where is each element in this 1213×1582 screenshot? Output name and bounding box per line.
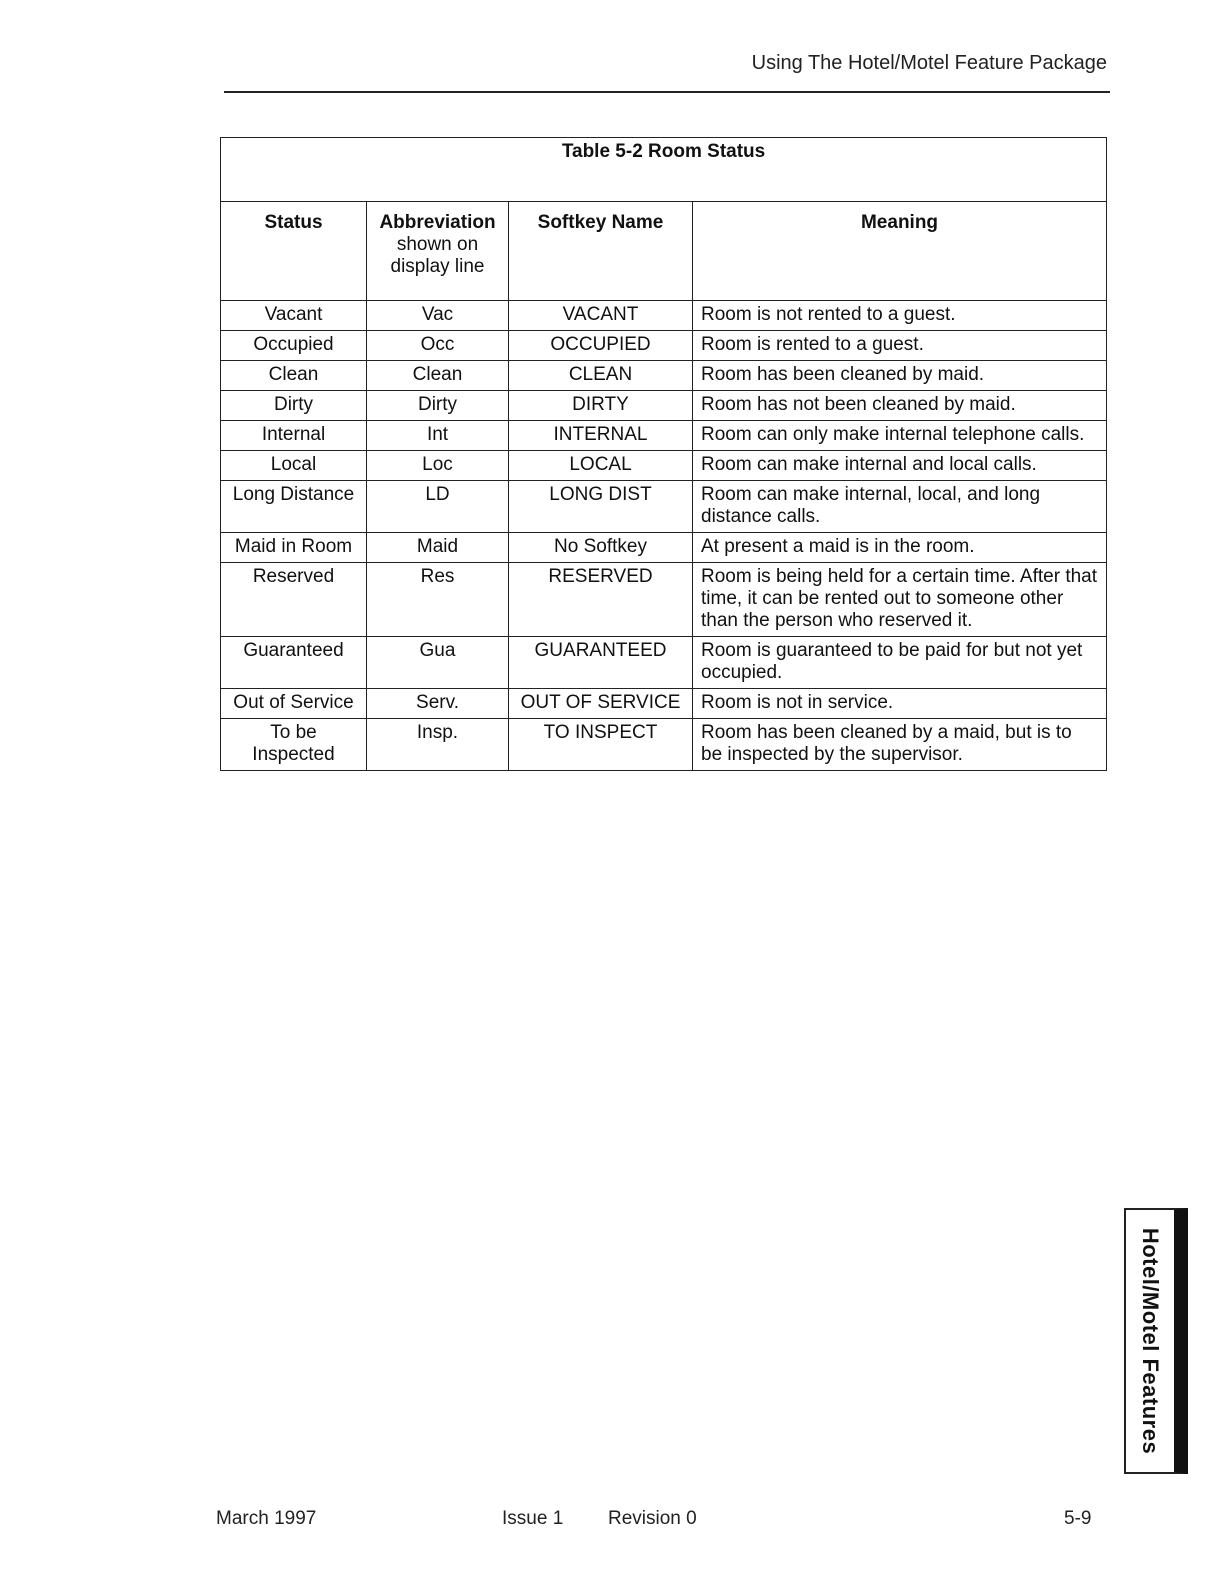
- abbreviation-cell: Serv.: [367, 689, 509, 719]
- abbreviation-cell: Insp.: [367, 719, 509, 771]
- footer-revision: Revision 0: [608, 1508, 697, 1529]
- status-cell: Out of Service: [221, 689, 367, 719]
- meaning-cell: Room can only make internal telephone calls.: [693, 421, 1107, 451]
- status-cell: Guaranteed: [221, 637, 367, 689]
- footer-issue: Issue 1: [502, 1508, 564, 1529]
- meaning-cell: Room can make internal, local, and long distance calls.: [693, 481, 1107, 533]
- col-header-meaning: Meaning: [693, 202, 1107, 301]
- meaning-cell: Room is rented to a guest.: [693, 331, 1107, 361]
- meaning-cell: Room has been cleaned by a maid, but is to be inspected by the supervisor.: [693, 719, 1107, 771]
- meaning-cell: Room is being held for a certain time. After that time, it can be rented out to someone other than the person who reserved it.: [693, 563, 1107, 637]
- softkey-cell: LONG DIST: [509, 481, 693, 533]
- header-rule: [224, 91, 1110, 93]
- status-cell: To be Inspected: [221, 719, 367, 771]
- table-row: [221, 563, 1107, 637]
- status-cell: Internal: [221, 421, 367, 451]
- running-head: Using The Hotel/Motel Feature Package: [751, 52, 1107, 74]
- abbreviation-cell: Occ: [367, 331, 509, 361]
- softkey-cell: TO INSPECT: [509, 719, 693, 771]
- table-caption: Table 5-2 Room Status: [221, 138, 1107, 202]
- meaning-cell: Room can make internal and local calls.: [693, 451, 1107, 481]
- softkey-cell: GUARANTEED: [509, 637, 693, 689]
- abbreviation-cell: Loc: [367, 451, 509, 481]
- col-header-abbreviation-label: Abbreviation: [379, 212, 496, 233]
- meaning-cell: Room has been cleaned by maid.: [693, 361, 1107, 391]
- softkey-cell: OCCUPIED: [509, 331, 693, 361]
- softkey-cell: DIRTY: [509, 391, 693, 421]
- footer-page-number: 5-9: [1064, 1508, 1092, 1529]
- status-cell: Dirty: [221, 391, 367, 421]
- table-row: [221, 533, 1107, 563]
- meaning-cell: Room is guaranteed to be paid for but not yet occupied.: [693, 637, 1107, 689]
- status-cell: Reserved: [221, 563, 367, 637]
- abbreviation-cell: Maid: [367, 533, 509, 563]
- abbreviation-cell: Dirty: [367, 391, 509, 421]
- meaning-cell: Room is not rented to a guest.: [693, 301, 1107, 331]
- abbreviation-cell: Clean: [367, 361, 509, 391]
- table-row: [221, 637, 1107, 689]
- col-header-abbreviation: [367, 202, 509, 301]
- abbreviation-cell: Res: [367, 563, 509, 637]
- softkey-cell: LOCAL: [509, 451, 693, 481]
- status-cell: Local: [221, 451, 367, 481]
- status-cell: Long Distance: [221, 481, 367, 533]
- table-row: [221, 481, 1107, 533]
- col-header-softkey: Softkey Name: [509, 202, 693, 301]
- table-row: [221, 451, 1107, 481]
- meaning-cell: Room has not been cleaned by maid.: [693, 391, 1107, 421]
- table-row: [221, 301, 1107, 331]
- status-cell: Maid in Room: [221, 533, 367, 563]
- softkey-cell: RESERVED: [509, 563, 693, 637]
- room-status-table: [220, 137, 1107, 771]
- softkey-cell: INTERNAL: [509, 421, 693, 451]
- softkey-cell: CLEAN: [509, 361, 693, 391]
- status-cell: Vacant: [221, 301, 367, 331]
- softkey-cell: VACANT: [509, 301, 693, 331]
- table-header-row: [221, 202, 1107, 301]
- meaning-cell: Room is not in service.: [693, 689, 1107, 719]
- table-row: [221, 391, 1107, 421]
- section-tab-label: Hotel/Motel Features: [1138, 1227, 1163, 1455]
- abbreviation-cell: LD: [367, 481, 509, 533]
- status-cell: Clean: [221, 361, 367, 391]
- softkey-cell: OUT OF SERVICE: [509, 689, 693, 719]
- abbreviation-cell: Gua: [367, 637, 509, 689]
- abbreviation-cell: Int: [367, 421, 509, 451]
- table-row: [221, 361, 1107, 391]
- table-row: [221, 421, 1107, 451]
- footer-date: March 1997: [216, 1508, 317, 1529]
- col-header-abbreviation-sub: shown on display line: [390, 234, 485, 277]
- status-cell: Occupied: [221, 331, 367, 361]
- meaning-cell: At present a maid is in the room.: [693, 533, 1107, 563]
- col-header-status: Status: [221, 202, 367, 301]
- table-row: [221, 719, 1107, 771]
- softkey-cell: No Softkey: [509, 533, 693, 563]
- abbreviation-cell: Vac: [367, 301, 509, 331]
- table-row: [221, 689, 1107, 719]
- section-tab: [1124, 1208, 1188, 1474]
- table-row: [221, 331, 1107, 361]
